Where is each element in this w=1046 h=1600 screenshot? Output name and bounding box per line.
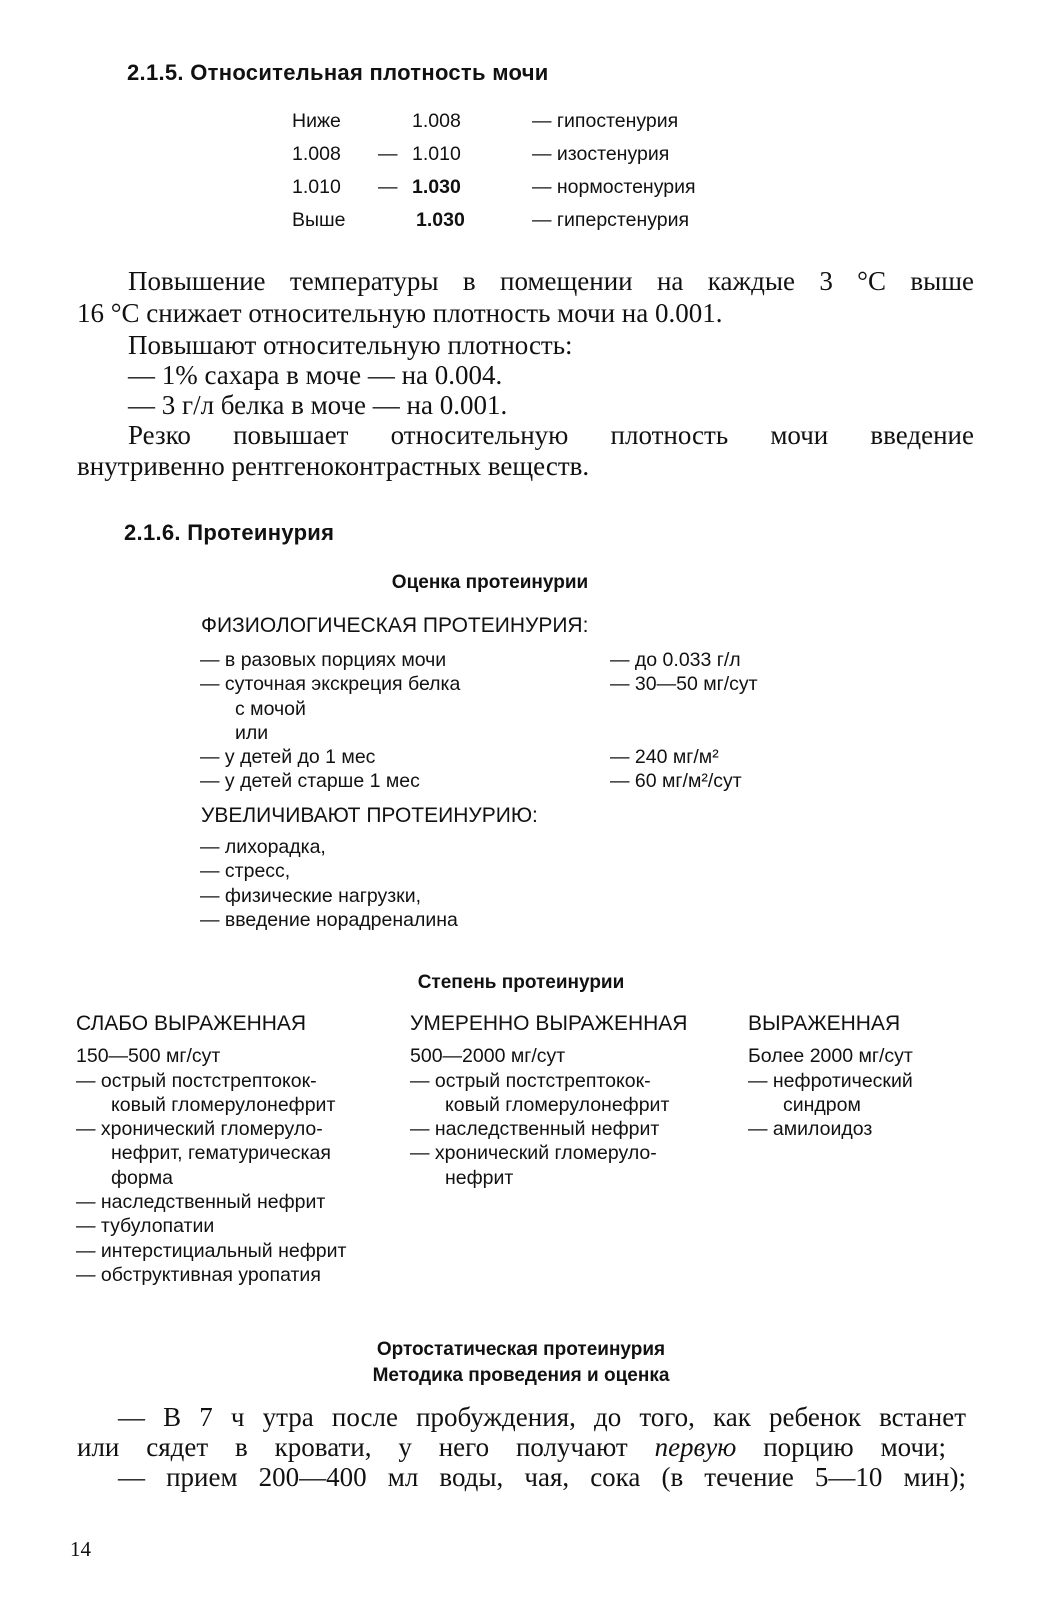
increase-list [200, 835, 458, 932]
text-run: порцию мочи; [736, 1432, 947, 1462]
degree-line: нефрит, гематурическая [111, 1142, 331, 1165]
degree-heading: СЛАБО ВЫРАЖЕННАЯ [76, 1012, 307, 1035]
list-value: — до 0.033 г/л [610, 649, 741, 671]
body-paragraph-line: 16 °С снижает относительную плотность мочи на 0.001. [77, 298, 723, 328]
degree-line: — тубулопатии [76, 1215, 215, 1238]
list-item: или [235, 721, 269, 744]
degree-line: — острый постстрептокок- [76, 1069, 317, 1092]
degree-line: нефрит [445, 1166, 514, 1189]
section-heading-2-1-5: 2.1.5. Относительная плотность мочи [127, 60, 549, 85]
degree-line: форма [111, 1166, 173, 1189]
body-list-item: — В 7 ч утра после пробуждения, до того, как ребенок встанет [118, 1402, 966, 1432]
text-run: или сядет в кровати, у него получают [77, 1432, 655, 1462]
density-from: 1.008 [292, 143, 341, 165]
body-paragraph-line: внутривенно рентгеноконтрастных веществ. [77, 451, 590, 481]
list-item: — в разовых порциях мочи [200, 649, 447, 671]
physiological-right-list-2 [610, 745, 742, 794]
degree-column-moderate [410, 1012, 687, 1190]
degree-line: ковый гломерулонефрит [111, 1093, 336, 1116]
density-row [292, 209, 772, 241]
list-item: — у детей старше 1 мес [200, 770, 420, 793]
degree-line: — хронический гломеруло- [410, 1142, 657, 1165]
degree-range: Более 2000 мг/сут [748, 1045, 913, 1068]
body-paragraph-line: Резко повышает относительную плотность мочи введение [128, 420, 974, 450]
list-item: — суточная экскреция белка [200, 673, 461, 696]
density-result: — гипостенурия [532, 110, 679, 132]
density-to: 1.030 [412, 176, 461, 198]
density-row [292, 176, 772, 208]
page-number: 14 [70, 1537, 91, 1561]
degree-line: — наследственный нефрит [76, 1191, 326, 1214]
degree-range: 500—2000 мг/сут [410, 1045, 566, 1068]
physiological-right-list [610, 648, 758, 697]
degree-line: — хронический гломеруло- [76, 1118, 323, 1141]
body-paragraph-line [77, 1432, 946, 1462]
subheading-orthostatic: Ортостатическая протеинурия [376, 1339, 666, 1360]
density-row [292, 110, 772, 142]
density-from: Выше [292, 209, 346, 231]
density-dash: — [378, 143, 398, 165]
list-item: — стресс, [200, 860, 291, 883]
density-to: 1.030 [416, 209, 465, 231]
density-from: Ниже [292, 110, 341, 132]
degree-heading: УМЕРЕННО ВЫРАЖЕННАЯ [410, 1012, 688, 1035]
degree-line: — интерстициальный нефрит [76, 1239, 347, 1262]
degree-line: ковый гломерулонефрит [445, 1093, 670, 1116]
list-item: — физические нагрузки, [200, 884, 422, 907]
physiological-left-list [200, 648, 460, 794]
density-result: — изостенурия [532, 143, 670, 165]
degree-line: — наследственный нефрит [410, 1118, 660, 1141]
body-paragraph-line: Повышают относительную плотность: [128, 330, 573, 360]
degree-column-severe [748, 1012, 913, 1141]
degree-line: синдром [783, 1093, 861, 1116]
subheading-method: Методика проведения и оценка [372, 1365, 670, 1386]
emphasis-text: первую [654, 1432, 737, 1462]
subheading-degree: Степень протеинурии [417, 972, 625, 993]
list-item: — у детей до 1 мес [200, 746, 376, 769]
degree-line: — острый постстрептокок- [410, 1069, 651, 1092]
physiological-heading: ФИЗИОЛОГИЧЕСКАЯ ПРОТЕИНУРИЯ: [201, 614, 589, 637]
degree-column-mild [76, 1012, 346, 1287]
list-value: — 240 мг/м² [610, 746, 719, 768]
density-to: 1.008 [412, 110, 461, 132]
body-list-item: — прием 200—400 мл воды, чая, сока (в течение 5—10 мин); [118, 1462, 966, 1492]
density-result: — гиперстенурия [532, 209, 690, 231]
degree-range: 150—500 мг/сут [76, 1045, 221, 1068]
body-list-item: — 1% сахара в моче — на 0.004. [128, 360, 503, 390]
body-list-item: — 3 г/л белка в моче — на 0.001. [128, 390, 508, 420]
density-from: 1.010 [292, 176, 341, 198]
degree-line: — амилоидоз [748, 1118, 873, 1141]
density-row [292, 143, 772, 175]
increase-heading: УВЕЛИЧИВАЮТ ПРОТЕИНУРИЮ: [201, 804, 538, 827]
body-paragraph-line: Повышение температуры в помещении на каждые 3 °С выше [128, 266, 974, 296]
density-dash: — [378, 176, 398, 198]
list-value: — 60 мг/м²/сут [610, 770, 742, 793]
degree-line: — нефротический [748, 1069, 913, 1092]
list-item: — лихорадка, [200, 836, 326, 858]
section-heading-2-1-6: 2.1.6. Протеинурия [124, 520, 335, 545]
density-to: 1.010 [412, 143, 461, 165]
list-item: с мочой [235, 697, 306, 720]
list-value: — 30—50 мг/сут [610, 673, 758, 696]
list-item: — введение норадреналина [200, 908, 458, 931]
degree-heading: ВЫРАЖЕННАЯ [748, 1012, 901, 1035]
subheading-assessment: Оценка протеинурии [391, 572, 589, 593]
degree-line: — обструктивная уропатия [76, 1263, 321, 1286]
density-result: — нормостенурия [532, 176, 696, 198]
